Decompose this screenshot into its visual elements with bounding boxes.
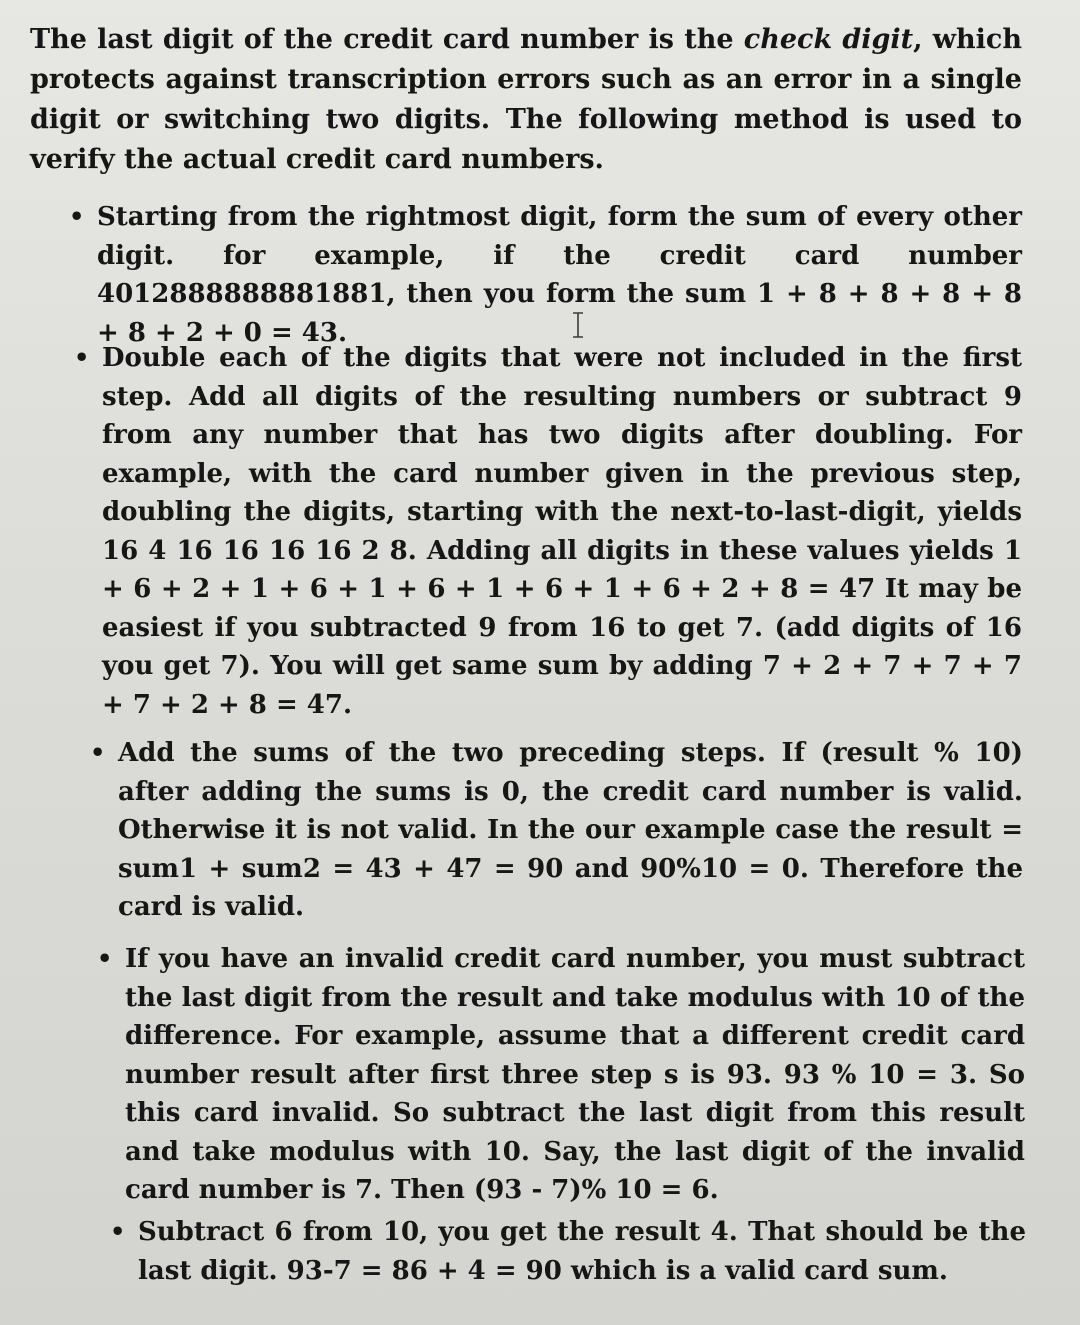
intro-text-after: , which protects against transcription errors such as an error in a single digit or switching two digits. The following method is used to verify the actual credit card numbers.	[30, 24, 1023, 175]
intro-paragraph	[30, 20, 1022, 180]
step-text-2: Double each of the digits that were not included in the first step. Add all digits of the resulting numbers or subtract 9 from any number that has two digits after doubling. For example, with the card number given in the previous step, doubling the digits, starting with the next-to-last-digit, yields 16 4 16 16 16 16 2 8. Adding all digits in these values yields 1 + 6 + 2 + 1 + 6 + 1 + 6 + 1 + 6 + 1 + 6 + 2 + 8 = 47 It may be easiest if you subtracted 9 from 16 to get 7. (add digits of 16 you get 7). You will get same sum by adding 7 + 2 + 7 + 7 + 7 + 7 + 2 + 8 = 47.	[102, 343, 1022, 720]
step-text-4: If you have an invalid credit card number, you must subtract the last digit from the result and take modulus with 10 of the difference. For example, assume that a different credit card number result after first three step s is 93. 93 % 10 = 3. So this card invalid. So subtract the last digit from this result and take modulus with 10. Say, the last digit of the invalid card number is 7. Then (93 - 7)% 10 = 6.	[125, 944, 1025, 1205]
text-cursor-icon	[571, 312, 585, 338]
step-item-3	[90, 734, 1023, 927]
bullet-icon: •	[110, 1217, 126, 1246]
step-item-5	[110, 1213, 1026, 1290]
step-text-5: Subtract 6 from 10, you get the result 4. That should be the last digit. 93-7 = 86 + 4 = 90 which is a valid card sum.	[138, 1217, 1026, 1286]
intro-text-before: The last digit of the credit card number is the	[30, 24, 744, 55]
step-item-4	[97, 940, 1025, 1210]
bullet-icon: •	[97, 944, 113, 973]
check-digit-term: check digit	[743, 24, 914, 55]
step-text-3: Add the sums of the two preceding steps. If (result % 10) after adding the sums is 0, the credit card number is valid. Otherwise it is not valid. In the our example case the result = sum1 + sum2 = 43 + 47 = 90 and 90%10 = 0. Therefore the card is valid.	[118, 738, 1023, 922]
bullet-icon: •	[74, 343, 90, 372]
bullet-icon: •	[69, 202, 85, 231]
step-item-2	[74, 339, 1022, 724]
step-item-1	[69, 198, 1022, 352]
bullet-icon: •	[90, 738, 106, 767]
step-text-1: Starting from the rightmost digit, form the sum of every other digit. for example, if the credit card number 4012888888881881, then you form the sum 1 + 8 + 8 + 8 + 8 + 8 + 2 + 0 = 43.	[97, 202, 1022, 348]
